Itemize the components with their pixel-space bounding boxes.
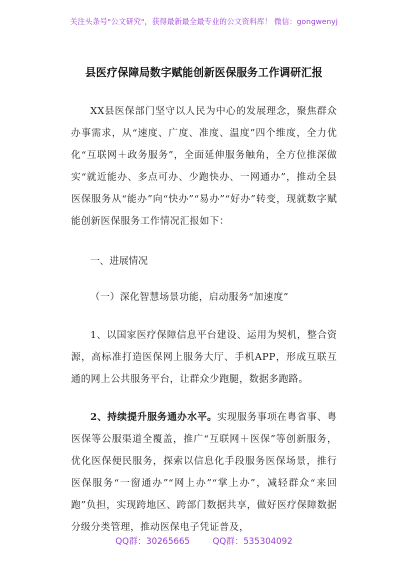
document-body [71, 65, 337, 539]
section-heading: 一、进展情况 [90, 256, 148, 267]
footer-qq-group-1: QQ群：30265665 [115, 537, 190, 547]
footer-qq-group-2: QQ群：535304092 [212, 537, 293, 547]
item-1-paragraph: 1、以国家医疗保障信息平台建设、运用为契机，整合资源，高标准打造医保网上服务大厅、手机APP，形成互联互通的网上公共服务平台，让群众少跑腿，数据多跑路。 [71, 330, 337, 385]
footer [0, 535, 408, 547]
item-2-body: 实现服务事项在粤省事、粤医保等公服渠道全覆盖，推广“互联网＋医保”等创新服务，优化医保便民服务，探索以信息化手段服务医保场景，推行医保服务“一窗通办”“网上办”“掌上办”，减轻群众“来回跑”负担，实现跨地区、跨部门数据共享，做好医疗保障数据分级分类管理，推动医保电子凭证普及， [71, 412, 338, 533]
subsection-heading: （一）深化智慧场景功能，启动服务“加速度” [90, 292, 289, 303]
header-banner: 关注头条号"公文研究"，获得最新最全最专业的公文资料库！ 微信：gongwenyj [70, 17, 338, 26]
item-2-paragraph [71, 407, 337, 539]
intro-paragraph: XX县医保部门坚守以人民为中心的发展理念，聚焦群众办事需求，从“速度、广度、准度、温度”四个维度，全力优化“互联网＋政务服务”，全面延伸服务触角，全方位推深做实“就近能办、多点可办、少跑快办、一网通办”，推动全县医保服务从“能办”向“快办”“易办”“好办”转变，现就数字赋能创新医保服务工作情况汇报如下： [71, 106, 337, 227]
item-2-heading: 2、持续提升服务通办水平。 [90, 412, 218, 423]
document-title: 县医疗保障局数字赋能创新医保服务工作调研汇报 [85, 67, 323, 79]
